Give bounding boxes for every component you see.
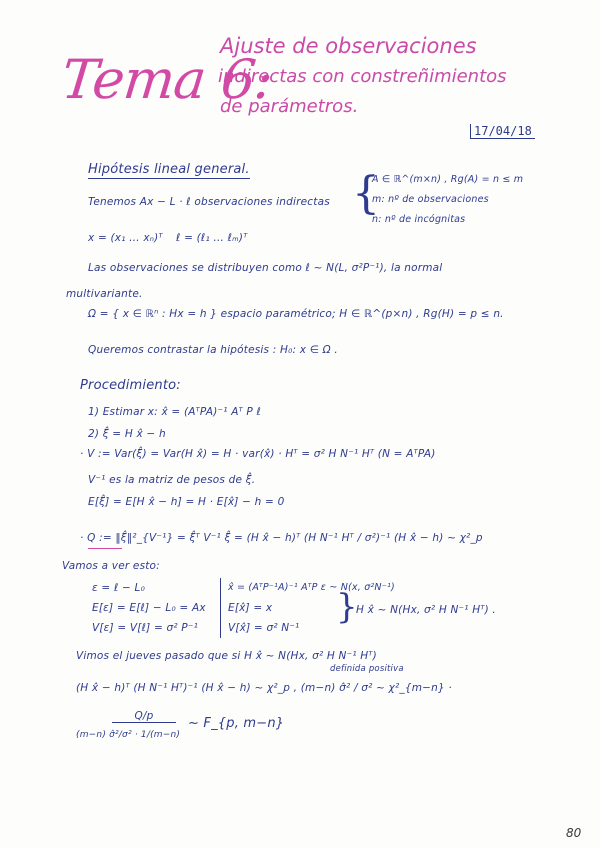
verify-mid-2: E[x̂] = x — [228, 602, 273, 614]
hypothesis-line: Queremos contrastar la hipótesis : H₀: x ∈ Ω . — [88, 344, 338, 356]
verify-mid-3: V[x̂] = σ² N⁻¹ — [228, 622, 300, 634]
title-line-1: Ajuste de observaciones — [220, 34, 477, 58]
variance-line: · V := Var(ξ̂) = Var(H x̂) = H · var(x̂) · Hᵀ = σ² H N⁻¹ Hᵀ (N = AᵀPA) — [80, 448, 436, 460]
step-1: 1) Estimar x: x̂ = (AᵀPA)⁻¹ Aᵀ P ℓ — [88, 406, 262, 418]
page-number: 80 — [566, 826, 582, 840]
Q-statistic: · Q := ‖ξ̂‖²_{V⁻¹} = ξ̂ᵀ V⁻¹ ξ̂ = (H x̂ − h)ᵀ (H N⁻¹ Hᵀ / σ²)⁻¹ (H x̂ − h) ~ χ²_p — [80, 532, 483, 544]
verify-left-1: ε = ℓ − L₀ — [92, 582, 146, 594]
verify-left-2: E[ε] = E[ℓ] − L₀ = Ax — [92, 602, 206, 614]
x-vector: x = (x₁ … xₙ)ᵀ — [88, 232, 163, 244]
F-distribution-result: ~ F_{p, m−n} — [188, 716, 285, 731]
topic-number: Tema 6: — [58, 48, 276, 111]
tenemos-line: Tenemos Ax − L · ℓ observaciones indirectas — [88, 196, 330, 208]
date-stamp: 17/04/18 — [470, 124, 535, 139]
section-heading: Hipótesis lineal general. — [88, 162, 250, 177]
conclusion-line-2: (H x̂ − h)ᵀ (H N⁻¹ Hᵀ)⁻¹ (H x̂ − h) ~ χ²_p , (m−n) σ̂² / σ² ~ χ²_{m−n} · — [76, 682, 452, 694]
divider-1 — [220, 578, 221, 638]
distribution-line-2: multivariante. — [66, 288, 143, 300]
procedure-heading: Procedimiento: — [80, 378, 181, 393]
fraction-denominator: (m−n) σ̂²/σ² · 1/(m−n) — [76, 730, 181, 740]
brace-symbol: { — [352, 168, 380, 219]
title-line-2: indirectas con constreñimientos — [218, 66, 507, 87]
verify-right: H x̂ ~ N(Hx, σ² H N⁻¹ Hᵀ) . — [356, 604, 496, 616]
brace-symbol-2: } — [336, 587, 358, 627]
distribution-line-1: Las observaciones se distribuyen como ℓ ~ N(L, σ²P⁻¹), la normal — [88, 262, 443, 274]
l-vector: ℓ = (ℓ₁ … ℓₘ)ᵀ — [176, 232, 248, 244]
expectation-line: E[ξ̂] = E[H x̂ − h] = H · E[x̂] − h = 0 — [88, 496, 285, 508]
title-line-3: de parámetros. — [220, 96, 359, 117]
highlight-mark — [88, 548, 122, 549]
omega-definition: Ω = { x ∈ ℝⁿ : Hx = h } espacio paramétrico; H ∈ ℝ^(p×n) , Rg(H) = p ≤ n. — [88, 308, 504, 320]
verify-mid-1: x̂ = (AᵀP⁻¹A)⁻¹ AᵀP ε ~ N(x, σ²N⁻¹) — [228, 582, 395, 593]
brace-item-3: n: nº de incógnitas — [372, 214, 466, 225]
fraction-numerator: Q/p — [112, 710, 176, 723]
brace-item-1: A ∈ ℝ^(m×n) , Rg(A) = n ≤ m — [372, 174, 524, 185]
step-2: 2) ξ̂ = H x̂ − h — [88, 428, 166, 440]
weights-line: V⁻¹ es la matriz de pesos de ξ̂. — [88, 474, 256, 486]
vamos-line: Vamos a ver esto: — [62, 560, 160, 572]
brace-item-2: m: nº de observaciones — [372, 194, 489, 205]
positive-definite-note: definida positiva — [330, 664, 404, 674]
verify-left-3: V[ε] = V[ℓ] = σ² P⁻¹ — [92, 622, 198, 634]
conclusion-line-1: Vimos el jueves pasado que si H x̂ ~ N(Hx, σ² H N⁻¹ Hᵀ) — [76, 650, 377, 662]
